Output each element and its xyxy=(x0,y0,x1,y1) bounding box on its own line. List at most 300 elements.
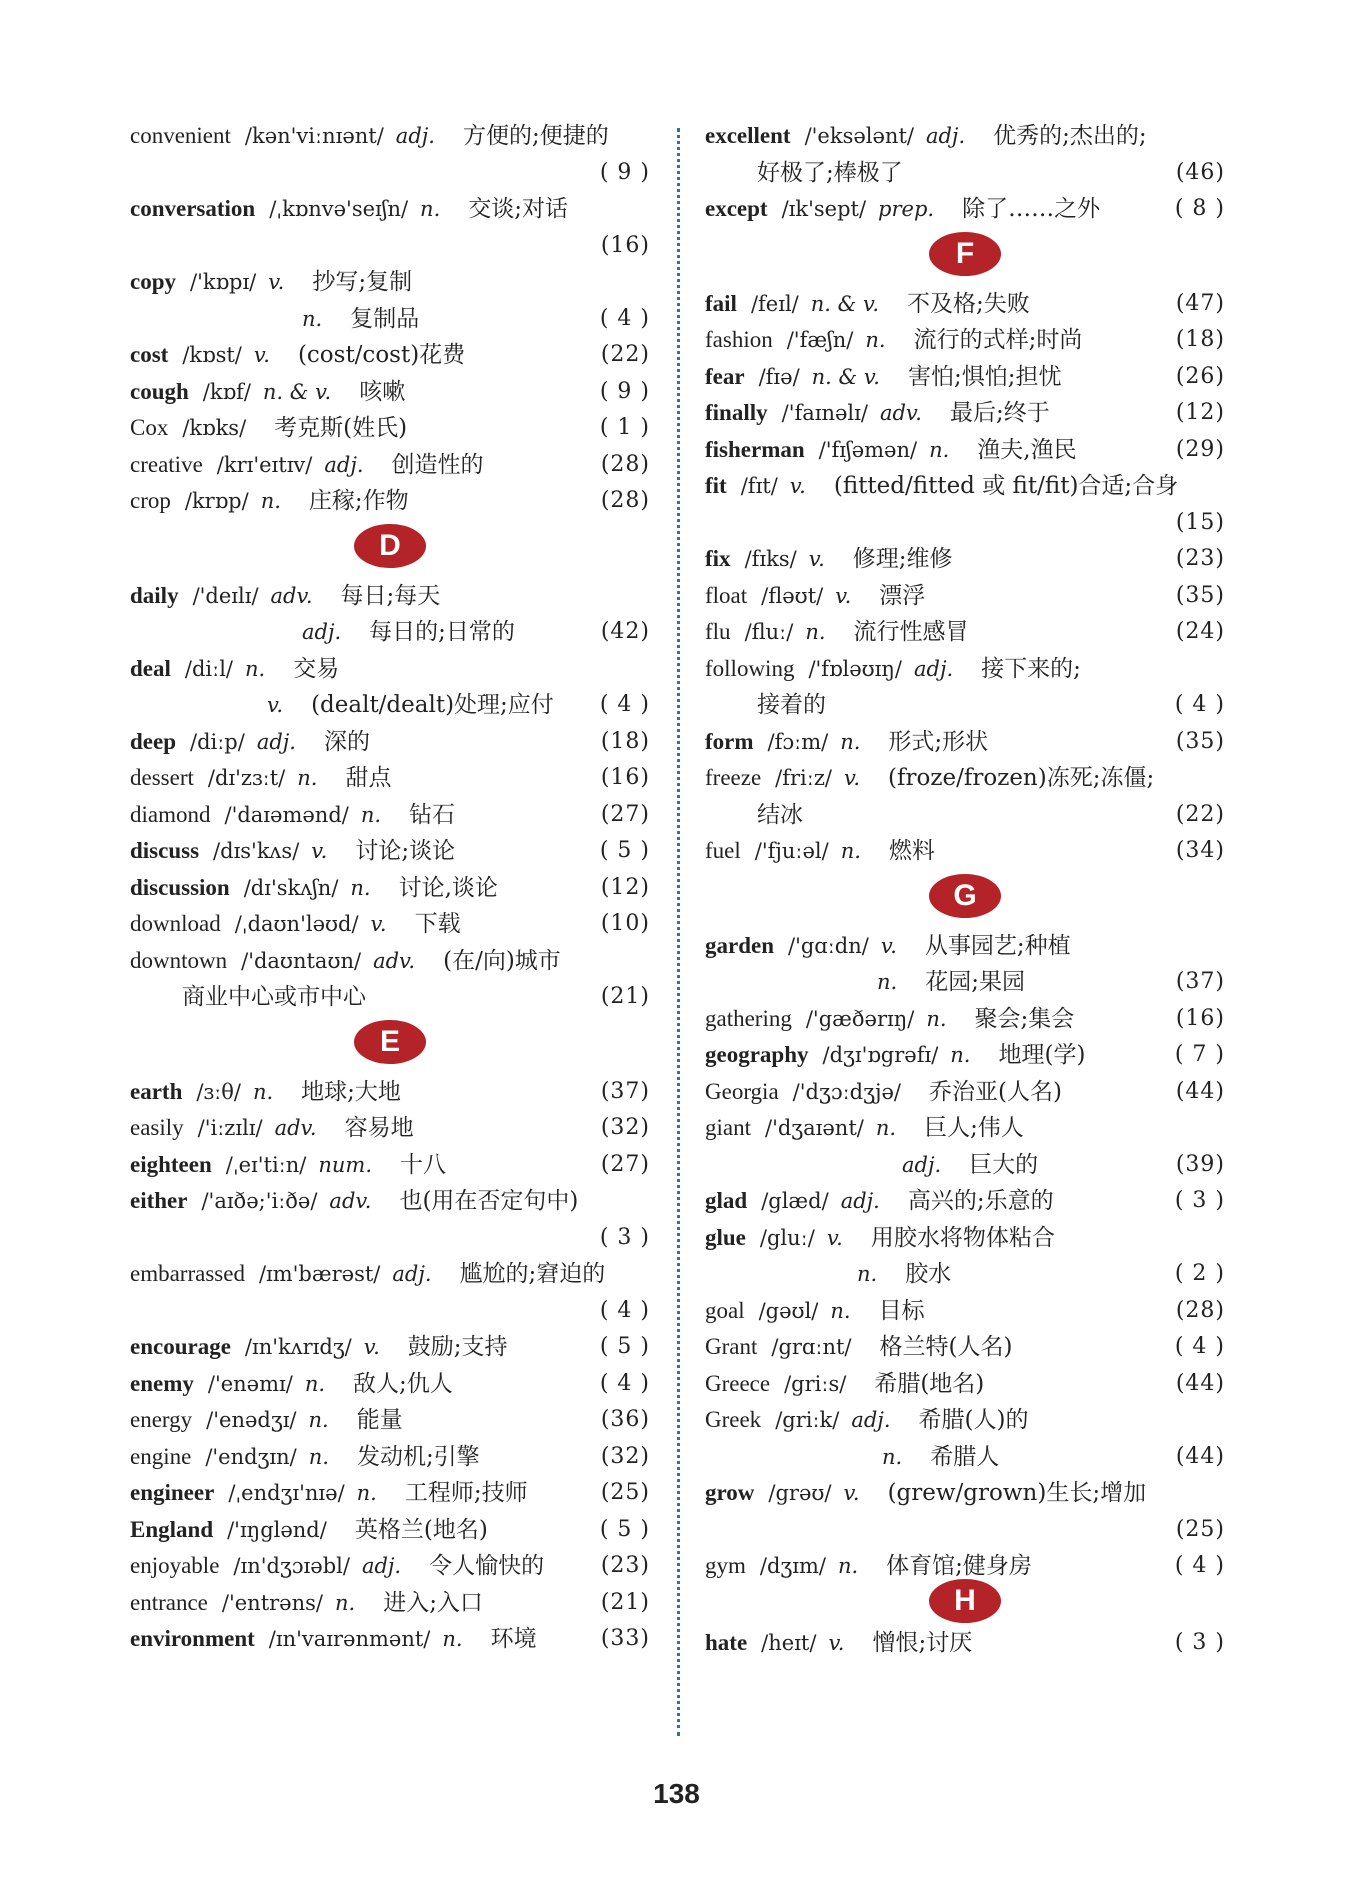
entry-phonetic: /gəʊl/ xyxy=(758,1298,819,1323)
entry-phonetic: /'fjuːəl/ xyxy=(754,839,829,863)
vocab-entry xyxy=(130,1548,650,1585)
entry-part-of-speech: adj. xyxy=(392,1262,432,1286)
entry-meaning: 优秀的;杰出的; xyxy=(993,123,1147,149)
entry-part-of-speech: adv. xyxy=(373,948,416,973)
vocab-entry xyxy=(705,118,1225,155)
entry-phonetic: /ˌendʒɪ'nɪə/ xyxy=(228,1481,345,1505)
entry-word: discuss xyxy=(130,838,200,863)
entry-word: glad xyxy=(705,1188,748,1213)
letter-badge: F xyxy=(929,232,1001,276)
entry-part-of-speech: n. xyxy=(245,656,266,681)
vocab-entry-continuation xyxy=(130,687,650,724)
letter-badge: H xyxy=(929,1579,1001,1623)
entry-phonetic: /'deɪlɪ/ xyxy=(192,583,259,608)
entry-phonetic: /'endʒɪn/ xyxy=(205,1444,297,1469)
entry-part-of-speech: n. xyxy=(840,839,861,863)
entry-page-ref: ( 1 ) xyxy=(599,415,650,440)
entry-word: energy xyxy=(130,1407,193,1432)
vocab-entry-continuation xyxy=(705,687,1225,724)
entry-meaning: 也(用在否定句中) xyxy=(399,1188,579,1214)
entry-phonetic: /kɒst/ xyxy=(182,343,242,367)
entry-meaning: 最后;终于 xyxy=(949,400,1050,426)
vocab-entry xyxy=(705,1074,1225,1111)
entry-page-ref: (26) xyxy=(1175,363,1225,389)
entry-phonetic: /dɪ'skʌʃn/ xyxy=(243,875,339,900)
vocab-entry xyxy=(130,1585,650,1622)
entry-phonetic: /grəʊ/ xyxy=(768,1481,832,1505)
entry-phonetic: /diːl/ xyxy=(184,656,233,681)
entry-phonetic: /griːk/ xyxy=(775,1408,840,1432)
entry-page-ref: (29) xyxy=(1175,436,1225,462)
entry-page-ref: ( 9 ) xyxy=(599,378,650,404)
entry-meaning: 环境 xyxy=(490,1626,537,1652)
entry-meaning: 咳嗽 xyxy=(359,378,406,405)
entry-page-ref: ( 3 ) xyxy=(1174,1188,1225,1213)
entry-meaning: 尴尬的;窘迫的 xyxy=(459,1261,606,1287)
entry-part-of-speech: n. xyxy=(442,1627,463,1651)
entry-word: entrance xyxy=(130,1589,208,1615)
entry-page-ref: (25) xyxy=(600,1480,650,1505)
entry-page-ref: (42) xyxy=(600,619,650,644)
entry-sense xyxy=(845,1256,951,1294)
entry-page-ref: (44) xyxy=(1175,1370,1225,1396)
vocab-entry xyxy=(130,118,650,155)
vocab-entry xyxy=(705,1293,1225,1330)
vocab-entry xyxy=(705,1183,1225,1220)
entry-phonetic: /'aɪðə;'iːðə/ xyxy=(201,1189,318,1213)
entry-part-of-speech: n. xyxy=(865,328,886,352)
entry-part-of-speech: adv. xyxy=(879,401,922,425)
entry-word: conversation xyxy=(130,196,256,221)
entry-part-of-speech: v. xyxy=(843,1481,860,1505)
entry-word: cough xyxy=(130,378,189,404)
entry-phonetic: /'ɪŋglənd/ xyxy=(227,1517,327,1542)
entry-phonetic: /ɪk'sept/ xyxy=(781,197,867,221)
entry-word: diamond xyxy=(130,801,211,827)
entry-part-of-speech: n. xyxy=(875,1116,897,1140)
entry-word: Greek xyxy=(705,1407,762,1432)
entry-meaning: (grew/grown)生长;增加 xyxy=(887,1480,1147,1506)
letter-heading xyxy=(130,1016,650,1074)
entry-phonetic: /diːp/ xyxy=(190,729,245,754)
entry-word: flu xyxy=(705,619,731,644)
entry-word: Grant xyxy=(705,1334,758,1359)
vocab-entry xyxy=(130,1402,650,1439)
vocab-entry-continuation xyxy=(705,1256,1225,1293)
entry-part-of-speech: adj. xyxy=(395,124,435,148)
entry-meaning: 讨论,谈论 xyxy=(398,874,498,901)
entry-page-ref: ( 4 ) xyxy=(599,305,650,331)
entry-word: following xyxy=(705,655,795,681)
entry-phonetic: /'daʊntaʊn/ xyxy=(241,948,362,973)
entry-phonetic: /'fɪʃəmən/ xyxy=(818,437,918,462)
entry-part-of-speech: n. xyxy=(297,766,318,790)
entry-word: dessert xyxy=(130,765,194,790)
entry-word: daily xyxy=(130,582,179,608)
vocab-entry xyxy=(130,1439,650,1476)
entry-phonetic: /'gæðərɪŋ/ xyxy=(805,1006,915,1031)
entry-part-of-speech: n. xyxy=(857,1262,878,1286)
entry-part-of-speech: n. xyxy=(252,1079,274,1104)
entry-word: discussion xyxy=(130,874,230,900)
entry-meaning: 英格兰(地名) xyxy=(354,1516,488,1543)
entry-word: float xyxy=(705,582,748,608)
vocab-entry xyxy=(705,1402,1225,1439)
entry-word: downtown xyxy=(130,947,228,973)
entry-part-of-speech: n. xyxy=(308,1408,329,1432)
entry-phonetic: /fluː/ xyxy=(744,620,794,644)
entry-page-ref: (27) xyxy=(600,801,650,827)
entry-phonetic: /ɪn'vaɪrənmənt/ xyxy=(268,1627,431,1651)
entry-part-of-speech: n. & v. xyxy=(262,379,332,404)
entry-meaning: 创造性的 xyxy=(391,451,484,478)
vocab-entry xyxy=(130,337,650,374)
entry-word: fuel xyxy=(705,838,741,863)
entry-word: embarrassed xyxy=(130,1261,245,1286)
entry-word: gym xyxy=(705,1553,746,1578)
entry-meaning: 容易地 xyxy=(344,1115,414,1141)
vocab-entry xyxy=(705,322,1225,359)
entry-phonetic: /fɪə/ xyxy=(758,364,800,389)
vocab-entry xyxy=(130,1110,650,1147)
entry-phonetic: /fləʊt/ xyxy=(761,583,824,608)
letter-badge: G xyxy=(929,874,1001,918)
entry-meaning: 方便的;便捷的 xyxy=(462,123,609,149)
entry-meaning: 敌人;仇人 xyxy=(353,1370,453,1397)
vocab-entry xyxy=(130,374,650,411)
entry-part-of-speech: v. xyxy=(828,1630,845,1655)
entry-page-ref: (15) xyxy=(1175,509,1225,535)
entry-phonetic: /'dʒaɪənt/ xyxy=(765,1116,864,1140)
entry-part-of-speech: n. & v. xyxy=(810,291,880,316)
entry-page-ref: (36) xyxy=(600,1407,650,1432)
vocab-entry xyxy=(130,1256,650,1293)
entry-part-of-speech: n. xyxy=(334,1590,356,1615)
vocab-entry-continuation xyxy=(705,155,1225,192)
entry-part-of-speech: v. xyxy=(835,583,852,608)
vocab-entry xyxy=(130,483,650,520)
entry-part-of-speech: v. xyxy=(370,912,387,936)
entry-meaning-continued: 商业中心或市中心 xyxy=(182,984,366,1010)
entry-page-ref: (25) xyxy=(1175,1516,1225,1542)
entry-part-of-speech: v. xyxy=(253,343,270,367)
entry-phonetic: /ɜːθ/ xyxy=(196,1079,241,1104)
entry-word: Greece xyxy=(705,1370,771,1396)
entry-word: convenient xyxy=(130,123,231,148)
entry-part-of-speech: n. xyxy=(360,802,382,827)
entry-sense xyxy=(290,301,419,339)
vocab-entry xyxy=(705,395,1225,432)
entry-page-ref: (44) xyxy=(1175,1078,1225,1104)
entry-page-ref: (28) xyxy=(600,488,650,513)
entry-word: glue xyxy=(705,1224,746,1250)
entry-part-of-speech: n. xyxy=(830,1298,851,1323)
entry-meaning: (fitted/fitted 或 fit/fit)合适;合身 xyxy=(833,473,1179,499)
entry-phonetic: /'dʒɔːdʒjə/ xyxy=(792,1079,901,1104)
entry-page-ref: (32) xyxy=(600,1443,650,1469)
entry-meaning: 每日;每天 xyxy=(340,582,441,609)
entry-phonetic: /dʒɪm/ xyxy=(759,1554,826,1578)
entry-meaning: (cost/cost)花费 xyxy=(297,342,466,368)
entry-meaning: (dealt/dealt)处理;应付 xyxy=(311,692,554,718)
entry-meaning-continued: 接着的 xyxy=(757,692,826,718)
entry-page-ref: (33) xyxy=(600,1626,650,1651)
vocab-entry-continuation xyxy=(705,505,1225,542)
entry-word: fit xyxy=(705,473,727,498)
entry-phonetic: /ˌdaʊn'ləʊd/ xyxy=(234,912,359,936)
entry-meaning: 胶水 xyxy=(905,1261,952,1287)
entry-phonetic: /friːz/ xyxy=(775,766,832,790)
entry-page-ref: ( 3 ) xyxy=(1174,1629,1225,1655)
entry-sense xyxy=(255,687,554,725)
vocab-entry xyxy=(705,614,1225,651)
entry-meaning: 用胶水将物体粘合 xyxy=(870,1224,1055,1251)
entry-phonetic: /fɪks/ xyxy=(744,547,797,571)
entry-part-of-speech: adj. xyxy=(840,1189,880,1213)
entry-word: excellent xyxy=(705,123,791,148)
entry-word: cost xyxy=(130,342,169,367)
vocab-entry xyxy=(130,797,650,834)
entry-word: deep xyxy=(130,728,176,754)
vocab-entry-continuation xyxy=(705,1147,1225,1184)
entry-page-ref: (12) xyxy=(600,874,650,900)
vocab-entry xyxy=(705,833,1225,870)
vocab-entry xyxy=(705,1475,1225,1512)
vocab-entry xyxy=(130,1147,650,1184)
entry-word: environment xyxy=(130,1626,255,1651)
entry-phonetic: /'enəmɪ/ xyxy=(207,1371,293,1396)
entry-meaning: 交易 xyxy=(293,655,340,682)
vocab-entry xyxy=(130,1329,650,1366)
vocab-entry xyxy=(705,432,1225,469)
entry-phonetic: /'gɑːdn/ xyxy=(788,933,869,958)
entry-page-ref: (24) xyxy=(1175,619,1225,644)
entry-page-ref: (37) xyxy=(1175,969,1225,994)
entry-meaning: 流行的式样;时尚 xyxy=(913,327,1083,353)
entry-meaning-continued: 结冰 xyxy=(757,801,803,828)
entry-meaning: 格兰特(人名) xyxy=(879,1334,1013,1360)
entry-page-ref: (16) xyxy=(1175,1005,1225,1031)
vocab-entry xyxy=(130,760,650,797)
entry-meaning: 形式;形状 xyxy=(888,728,989,755)
entry-part-of-speech: v. xyxy=(808,547,825,571)
entry-meaning: 高兴的;乐意的 xyxy=(907,1188,1054,1214)
entry-meaning: 复制品 xyxy=(350,305,420,332)
entry-part-of-speech: v. xyxy=(826,1225,843,1250)
entry-meaning: 讨论;谈论 xyxy=(355,838,456,864)
entry-phonetic: /kɒks/ xyxy=(182,416,247,440)
entry-phonetic: /fɪt/ xyxy=(740,474,778,498)
entry-page-ref: ( 8 ) xyxy=(1174,196,1225,221)
vocab-entry xyxy=(705,1037,1225,1074)
letter-heading xyxy=(705,228,1225,286)
entry-phonetic: /'iːzɪlɪ/ xyxy=(197,1116,263,1140)
entry-part-of-speech: adj. xyxy=(925,124,966,148)
entry-meaning: 交谈;对话 xyxy=(468,196,568,222)
entry-meaning-continued: 好极了;棒极了 xyxy=(757,159,903,186)
vocab-entry-continuation xyxy=(705,1439,1225,1476)
entry-sense xyxy=(890,1147,1038,1185)
vocab-entry xyxy=(705,1110,1225,1147)
entry-part-of-speech: v. xyxy=(843,766,861,790)
entry-page-ref: (23) xyxy=(1175,546,1225,571)
vocab-entry xyxy=(130,1512,650,1549)
entry-word: garden xyxy=(705,932,774,958)
entry-meaning: 庄稼;作物 xyxy=(308,488,409,514)
entry-word: goal xyxy=(705,1297,745,1323)
vocab-entry xyxy=(705,1001,1225,1038)
entry-phonetic: /gluː/ xyxy=(759,1225,815,1250)
entry-part-of-speech: n. xyxy=(420,197,441,221)
vocab-entry-continuation xyxy=(130,614,650,651)
entry-page-ref: (34) xyxy=(1175,838,1225,863)
vocab-entry xyxy=(705,1366,1225,1403)
entry-part-of-speech: n. xyxy=(929,437,950,462)
entry-part-of-speech: adj. xyxy=(914,656,954,681)
entry-page-ref: (16) xyxy=(600,765,650,790)
entry-page-ref: (37) xyxy=(600,1078,650,1104)
entry-word: form xyxy=(705,728,754,754)
vocab-entry xyxy=(705,724,1225,761)
entry-page-ref: ( 4 ) xyxy=(1174,1553,1225,1578)
entry-phonetic: /'eksələnt/ xyxy=(804,124,914,148)
vocab-entry-continuation xyxy=(130,228,650,265)
entry-page-ref: ( 4 ) xyxy=(599,1370,650,1396)
entry-page-ref: ( 5 ) xyxy=(599,1516,650,1542)
entry-page-ref: (27) xyxy=(600,1151,650,1177)
entry-phonetic: /dɪ'zɜːt/ xyxy=(207,766,286,790)
vocab-entry xyxy=(705,1625,1225,1662)
entry-part-of-speech: n. & v. xyxy=(811,364,880,389)
entry-part-of-speech: adj. xyxy=(361,1554,402,1578)
entry-meaning: 抄写;复制 xyxy=(312,269,413,295)
letter-heading xyxy=(705,870,1225,928)
entry-sense xyxy=(870,1439,999,1477)
entry-page-ref: (16) xyxy=(600,232,650,258)
entry-part-of-speech: adj. xyxy=(324,452,364,477)
entry-part-of-speech: n. xyxy=(882,1444,903,1469)
entry-page-ref: (46) xyxy=(1175,159,1225,185)
entry-meaning: 巨大的 xyxy=(969,1151,1039,1178)
entry-part-of-speech: adv. xyxy=(329,1189,372,1213)
entry-part-of-speech: adj. xyxy=(902,1152,942,1177)
letter-heading xyxy=(705,1585,1225,1625)
entry-word: copy xyxy=(130,269,176,294)
vocab-entry xyxy=(705,651,1225,688)
entry-page-ref: (32) xyxy=(600,1115,650,1140)
entry-page-ref: (12) xyxy=(1175,400,1225,425)
entry-meaning: 十八 xyxy=(400,1151,447,1178)
entry-meaning: 每日的;日常的 xyxy=(369,619,515,645)
entry-part-of-speech: n. xyxy=(805,620,826,644)
vocab-entry xyxy=(705,928,1225,965)
entry-phonetic: /kɒf/ xyxy=(202,379,251,404)
entry-word: hate xyxy=(705,1629,748,1655)
entry-page-ref: (22) xyxy=(600,342,650,367)
entry-page-ref: ( 5 ) xyxy=(599,1334,650,1359)
entry-page-ref: (44) xyxy=(1175,1443,1225,1469)
entry-phonetic: /grɑːnt/ xyxy=(771,1335,852,1359)
entry-page-ref: (10) xyxy=(600,911,650,936)
entry-page-ref: ( 4 ) xyxy=(1174,692,1225,717)
vocab-entry-continuation xyxy=(705,1512,1225,1549)
entry-part-of-speech: v. xyxy=(880,933,897,958)
entry-meaning: 巨人;伟人 xyxy=(924,1115,1024,1141)
entry-phonetic: /ɪn'dʒɔɪəbl/ xyxy=(233,1554,350,1578)
letter-heading xyxy=(130,520,650,578)
entry-word: except xyxy=(705,196,768,221)
entry-page-ref: ( 4 ) xyxy=(1174,1334,1225,1359)
entry-phonetic: /'faɪnəlɪ/ xyxy=(781,401,868,425)
vocab-entry xyxy=(705,541,1225,578)
entry-page-ref: ( 4 ) xyxy=(599,1297,650,1323)
entry-page-ref: (23) xyxy=(600,1553,650,1578)
vocab-entry xyxy=(130,447,650,484)
vocab-entry xyxy=(705,359,1225,396)
entry-part-of-speech: adv. xyxy=(274,1116,317,1140)
vocab-entry xyxy=(705,191,1225,228)
entry-word: Cox xyxy=(130,415,169,440)
letter-badge: E xyxy=(354,1020,426,1064)
entry-phonetic: /kən'viːnɪənt/ xyxy=(244,124,384,148)
entry-phonetic: /dʒɪ'ɒgrəfɪ/ xyxy=(822,1043,939,1067)
vocab-entry xyxy=(705,760,1225,797)
vocab-entry xyxy=(705,1329,1225,1366)
entry-page-ref: (47) xyxy=(1175,290,1225,316)
entry-meaning: 发动机;引擎 xyxy=(356,1443,480,1470)
entry-part-of-speech: n. xyxy=(302,306,323,331)
vocab-entry xyxy=(130,1475,650,1512)
vocab-entry xyxy=(705,578,1225,615)
entry-part-of-speech: v. xyxy=(789,474,806,498)
entry-word: fisherman xyxy=(705,436,805,462)
entry-meaning: 接下来的; xyxy=(981,655,1081,682)
entry-phonetic: /ɪm'bærəst/ xyxy=(258,1262,381,1286)
entry-word: download xyxy=(130,911,221,936)
entry-phonetic: /griːs/ xyxy=(784,1371,847,1396)
entry-word: engine xyxy=(130,1443,192,1469)
entry-word: earth xyxy=(130,1078,183,1104)
entry-meaning: 流行性感冒 xyxy=(853,619,969,645)
entry-phonetic: /glæd/ xyxy=(761,1189,829,1213)
entry-meaning: 地理(学) xyxy=(998,1042,1086,1068)
entry-meaning: 花园;果园 xyxy=(925,969,1025,995)
vocab-entry xyxy=(130,1183,650,1220)
vocab-entry xyxy=(130,906,650,943)
entry-word: gathering xyxy=(705,1005,792,1031)
entry-part-of-speech: v. xyxy=(311,839,328,863)
entry-part-of-speech: adv. xyxy=(270,583,313,608)
entry-phonetic: /'daɪəmənd/ xyxy=(224,802,349,827)
vocab-entry-continuation xyxy=(130,301,650,338)
entry-word: Georgia xyxy=(705,1078,779,1104)
entry-meaning: 下载 xyxy=(414,911,461,937)
entry-meaning: 希腊(地名) xyxy=(874,1370,985,1397)
entry-phonetic: /ˌeɪ'tiːn/ xyxy=(225,1152,307,1177)
entry-part-of-speech: n. xyxy=(950,1043,971,1067)
entry-part-of-speech: n. xyxy=(926,1006,947,1031)
entry-page-ref: ( 5 ) xyxy=(599,838,650,863)
entry-page-ref: (21) xyxy=(600,984,650,1009)
vocab-entry-continuation xyxy=(130,979,650,1016)
entry-meaning: 聚会;集会 xyxy=(974,1005,1075,1032)
entry-page-ref: (21) xyxy=(600,1589,650,1615)
entry-word: easily xyxy=(130,1115,184,1140)
entry-page-ref: (35) xyxy=(1175,728,1225,754)
entry-part-of-speech: n. xyxy=(308,1444,329,1469)
vocab-entry xyxy=(130,264,650,301)
entry-part-of-speech: n. xyxy=(350,875,371,900)
